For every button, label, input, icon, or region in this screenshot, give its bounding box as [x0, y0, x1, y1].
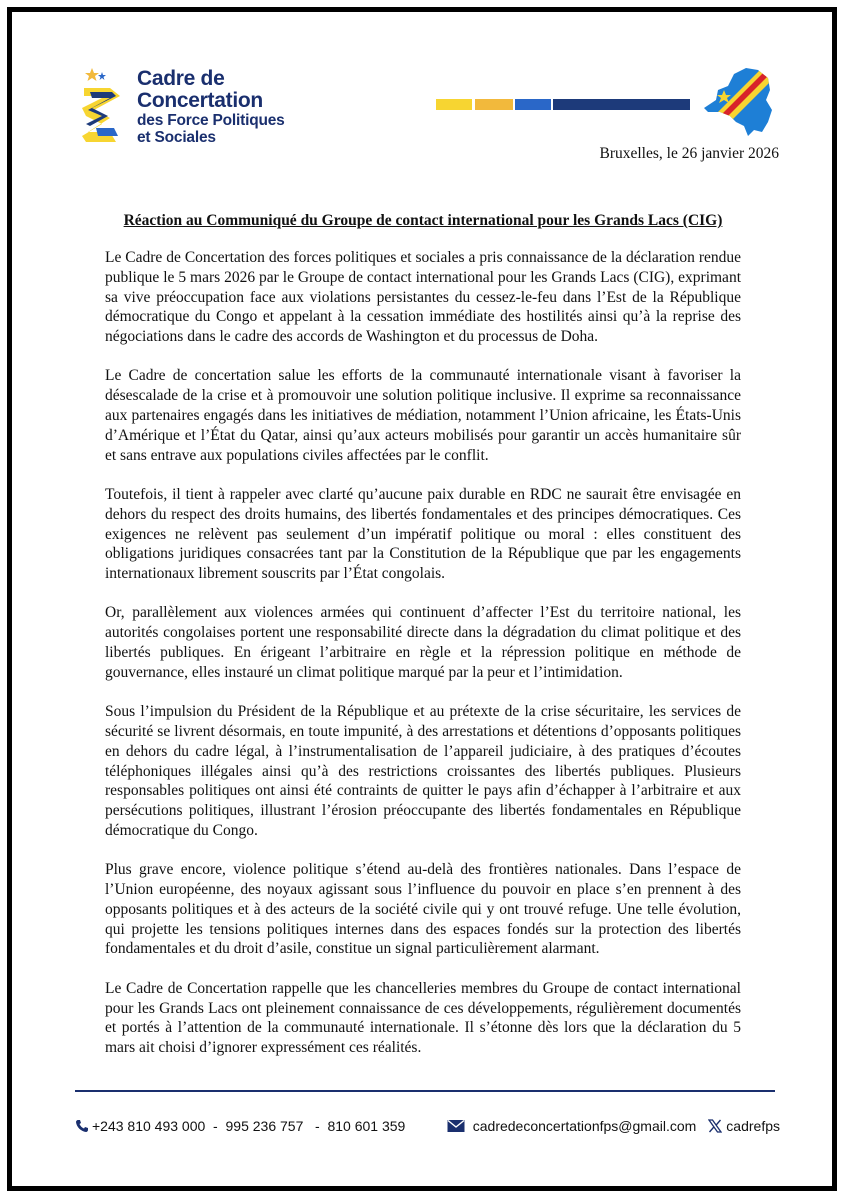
organization-logo: [80, 66, 126, 146]
document-title: Réaction au Communiqué du Groupe de contact international pour les Grands Lacs (CIG): [123, 212, 723, 229]
color-bar-segment-yellow: [436, 99, 472, 110]
drc-flag-map: [700, 60, 780, 140]
header-color-bar: [436, 99, 690, 110]
envelope-icon: [447, 1119, 465, 1133]
footer-divider: [75, 1090, 775, 1092]
phone-icon: [75, 1119, 89, 1133]
social-handle[interactable]: cadrefps: [726, 1118, 780, 1134]
body-paragraph: Sous l’impulsion du Président de la République et au prétexte de la crise sécuritaire, les services de sécurité se livrent désormais, en toute impunité, à des arrestations et détentions d’opposants politiques en dehors du cadre légal, à l’instrumentalisation de l’appareil judiciaire, à des pratiques d’écoutes téléphoniques illégales ainsi qu’à des restrictions croissantes des libertés publiques. Plusieurs responsables politiques ont ainsi été contraints de quitter le pays afin d’échapper à l’arbitraire et aux persécutions politiques, illustrant l’érosion préoccupante des libertés fondamentales en République démocratique du Congo.: [105, 703, 741, 839]
org-name-line-4: et Sociales: [137, 128, 216, 146]
email-address[interactable]: cadredeconcertationfps@gmail.com: [472, 1118, 697, 1134]
body-paragraph: Le Cadre de concertation salue les efforts de la communauté internationale visant à favoriser la désescalade de la crise et à promouvoir une solution politique inclusive. Il exprime sa reconnaissance aux partenaires engagés dans les initiatives de médiation, notamment l’Union africaine, les États-Unis d’Amérique et l’État du Qatar, ainsi qu’aux acteurs mobilisés pour garantir un accès humanitaire sûr et sans entrave aux populations civiles affectées par le conflit.: [105, 367, 741, 464]
document-body: [105, 248, 741, 1077]
org-name-line-2: Concertation: [137, 89, 263, 112]
body-paragraph: Le Cadre de Concertation rappelle que les chancelleries membres du Groupe de contact international pour les Grands Lacs ont pleinement connaissance de ces développements, régulièrement documentés et portés à l’attention de la communauté internationale. Il s’étonne dès lors que la déclaration du 5 mars ait choisi d’ignorer expressément ces réalités.: [105, 979, 741, 1057]
x-logo-icon: [708, 1119, 722, 1133]
dateline: Bruxelles, le 26 janvier 2026: [599, 145, 779, 162]
color-bar-segment-gold: [475, 99, 513, 110]
org-name-line-1: Cadre de: [137, 67, 225, 90]
social-contact[interactable]: [708, 1118, 780, 1134]
body-paragraph: Or, parallèlement aux violences armées qui continuent d’affecter l’Est du territoire national, les autorités congolaises portent une responsabilité directe dans la dégradation du climat politique et des libertés publiques. En érigeant l’arbitraire en règle et la répression politique en méthode de gouvernance, elles instauré un climat politique marqué par la peur et l’intimidation.: [105, 604, 741, 681]
body-paragraph: Toutefois, il tient à rappeler avec clarté qu’aucune paix durable en RDC ne saurait être envisagée en dehors du respect des droits humains, des libertés fondamentales et des principes démocratiques. Ces exigences ne relèvent pas seulement d’un impératif politique ou moral : elles constituent des obligations juridiques consacrées tant par la Constitution de la République que par les engagements internationaux librement souscrits par l’État congolais.: [105, 485, 741, 583]
email-contact[interactable]: [447, 1118, 697, 1134]
body-paragraph: Le Cadre de Concertation des forces politiques et sociales a pris connaissance de la déclaration rendue publique le 5 mars 2026 par le Groupe de contact international pour les Grands Lacs (CIG), exprimant sa vive préoccupation face aux violations persistantes du cessez-le-feu dans l’Est de la République démocratique du Congo et appelant à la cessation immédiate des hostilités ainsi qu’à la reprise des négociations dans le cadre des accords de Washington et du processus de Doha.: [105, 249, 741, 346]
org-name-line-3: des Force Politiques: [137, 112, 285, 129]
color-bar-segment-blue: [515, 99, 551, 110]
body-paragraph: Plus grave encore, violence politique s’étend au-delà des frontières nationales. Dans l’espace de l’Union européenne, des noyaux agissant sous l’influence du pouvoir en place s’en prennent à des opposants politiques et à des acteurs de la société civile qui y ont trouvé refuge. Une telle évolution, qui projette les tensions politiques internes dans des espaces fondés sur la protection des libertés fondamentales et du droit d’asile, constitue un signal particulièrement alarmant.: [105, 861, 741, 958]
organization-name: [137, 68, 285, 145]
phone-numbers: +243 810 493 000 - 995 236 757 - 810 601 359: [92, 1118, 406, 1134]
color-bar-segment-navy: [553, 99, 690, 110]
footer-contact: [75, 1118, 780, 1134]
